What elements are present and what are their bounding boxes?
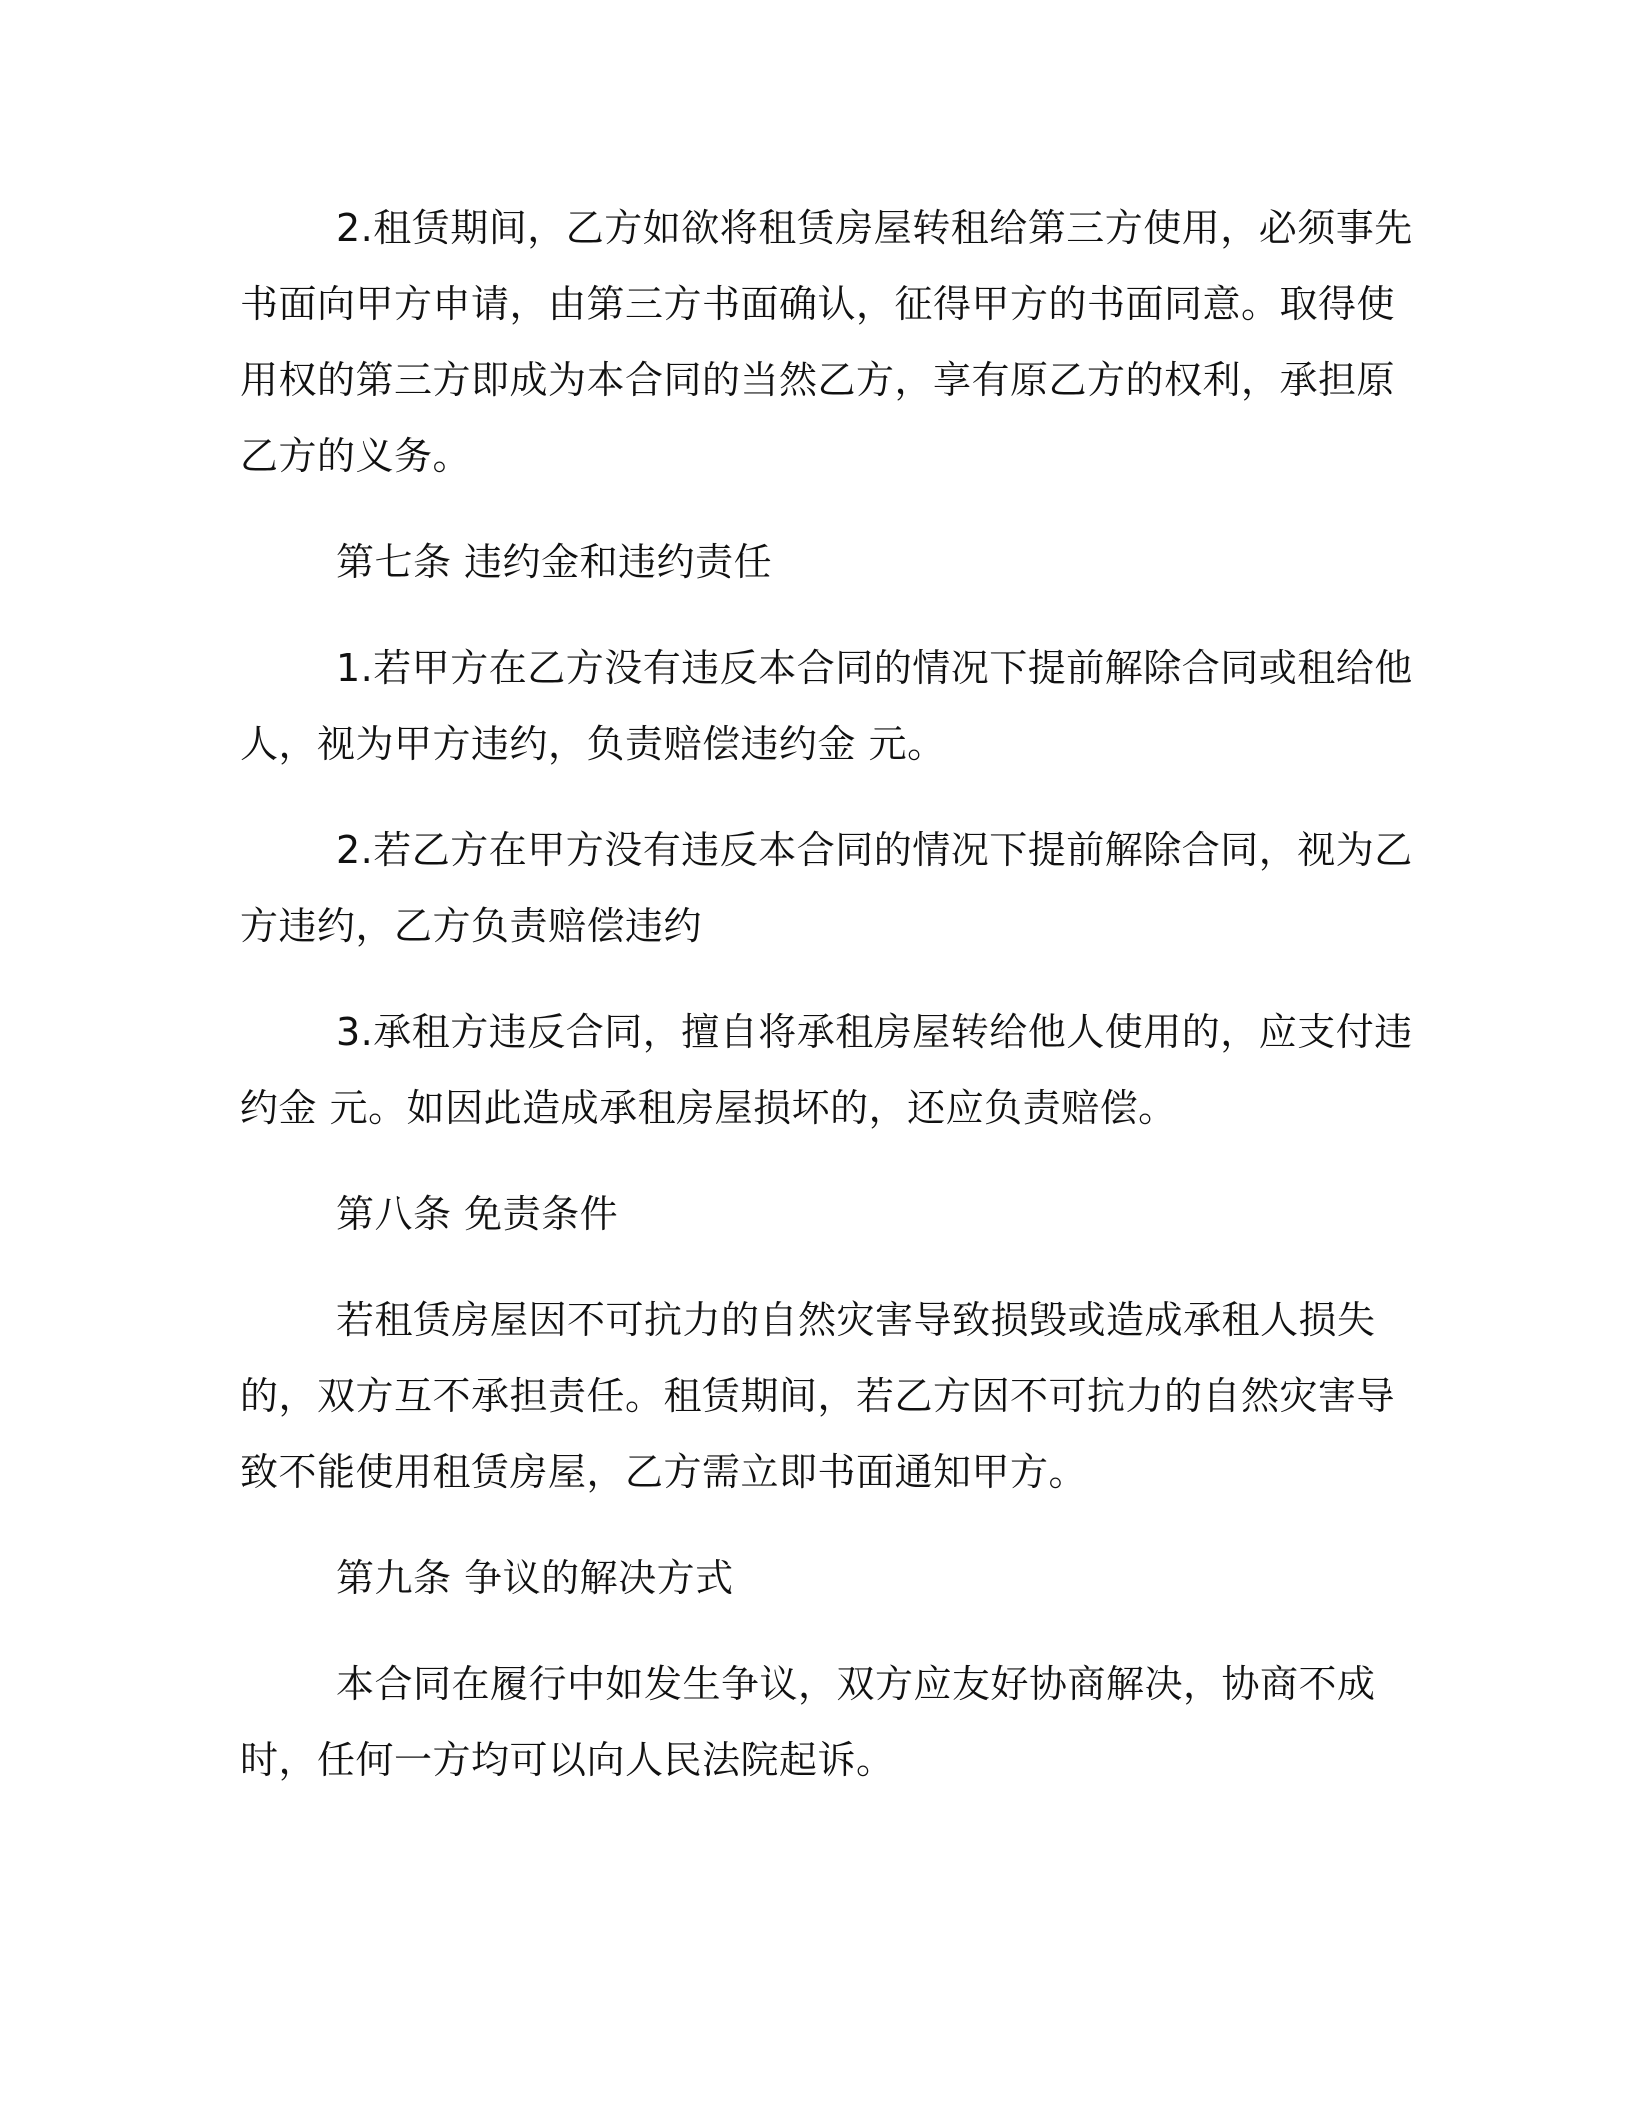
paragraph-dispute-resolution: 本合同在履行中如发生争议，双方应友好协商解决，协商不成时，任何一方均可以向人民法院起诉。 [240, 1662, 1376, 1782]
heading-article-8: 第八条 免责条件 [336, 1192, 619, 1236]
paragraph-unauthorized-transfer: 3.承租方违反合同，擅自将承租房屋转给他人使用的，应支付违约金 元。如因此造成承租房屋损坏的，还应负责赔偿。 [240, 1010, 1413, 1130]
heading-article-7: 第七条 违约金和违约责任 [336, 540, 773, 584]
paragraph-force-majeure: 若租赁房屋因不可抗力的自然灾害导致损毁或造成承租人损失的，双方互不承担责任。租赁期间，若乙方因不可抗力的自然灾害导致不能使用租赁房屋，乙方需立即书面通知甲方。 [240, 1298, 1396, 1494]
paragraph-landlord-breach: 1.若甲方在乙方没有违反本合同的情况下提前解除合同或租给他人，视为甲方违约，负责赔偿违约金 元。 [240, 646, 1413, 766]
paragraph-sublease-clause: 2.租赁期间，乙方如欲将租赁房屋转租给第三方使用，必须事先书面向甲方申请，由第三方书面确认，征得甲方的书面同意。取得使用权的第三方即成为本合同的当然乙方，享有原乙方的权利，承担原乙方的义务。 [240, 206, 1413, 478]
paragraph-tenant-breach: 2.若乙方在甲方没有违反本合同的情况下提前解除合同，视为乙方违约，乙方负责赔偿违约 [240, 828, 1413, 948]
document-body [240, 190, 1420, 1828]
heading-article-9: 第九条 争议的解决方式 [336, 1556, 734, 1600]
